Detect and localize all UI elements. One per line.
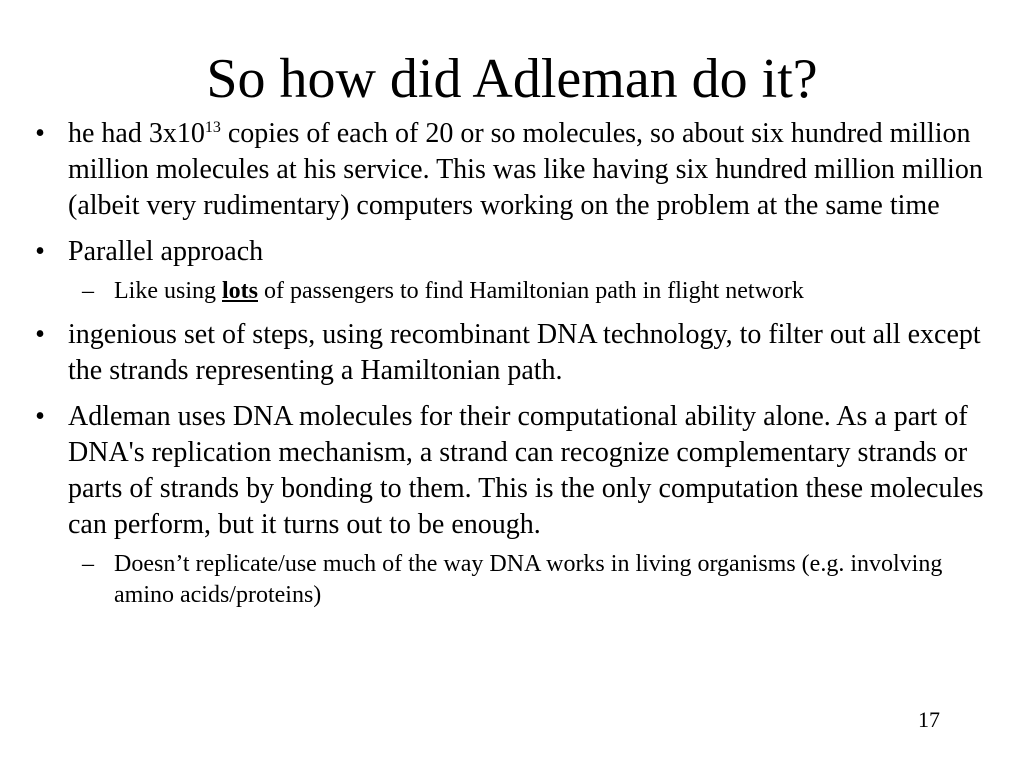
bullet-item (28, 116, 1000, 224)
sub-bullet-text-end: of passengers to find Hamiltonian path in flight network (258, 278, 804, 304)
sub-bullet-marker: – (82, 278, 94, 304)
bullet-text: Parallel approach (68, 236, 264, 267)
bullet-text-start: he had 3x10 (68, 118, 205, 149)
emphasized-word: lots (222, 278, 258, 304)
bullet-marker: • (35, 118, 45, 149)
sub-bullet-item (28, 276, 1000, 307)
bullet-item (28, 399, 1000, 543)
exponent-superscript: 13 (204, 119, 221, 136)
slide-title: So how did Adleman do it? (206, 48, 818, 110)
bullet-marker: • (35, 236, 45, 267)
bullet-text: ingenious set of steps, using recombinant DNA technology, to filter out all except the strands representing a Hamiltonian path. (68, 319, 981, 386)
sub-bullet-item (28, 549, 1000, 611)
bullet-text: Adleman uses DNA molecules for their computational ability alone. As a part of DNA's replication mechanism, a strand can recognize complementary strands or parts of strands by bonding to them. This is the only computation these molecules can perform, but it turns out to be enough. (68, 401, 984, 540)
bullet-item (28, 234, 1000, 270)
bullet-item (28, 317, 1000, 389)
slide-content (28, 116, 1000, 621)
page-number: 17 (918, 707, 940, 732)
bullet-marker: • (35, 401, 45, 432)
sub-bullet-marker: – (82, 551, 94, 577)
bullet-marker: • (35, 319, 45, 350)
sub-bullet-text: Doesn’t replicate/use much of the way DNA works in living organisms (e.g. involving amino acids/proteins) (114, 551, 943, 608)
sub-bullet-text-start: Like using (114, 278, 222, 304)
bullet-text-end: copies of each of 20 or so molecules, so about six hundred million million molecules at his service. This was like having six hundred million million (albeit very rudimentary) computers working on the problem at the same time (68, 118, 983, 221)
